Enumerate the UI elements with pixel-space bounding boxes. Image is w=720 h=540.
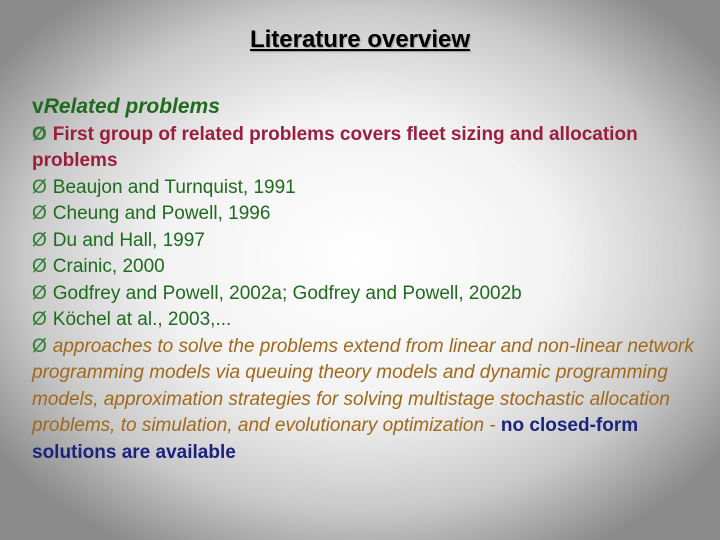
reference-text: Du and Hall, 1997 (52, 229, 205, 251)
section-heading-text: Related problems (43, 95, 220, 118)
arrow-bullet-icon: Ø (32, 309, 47, 330)
reference-item (32, 281, 702, 308)
reference-text: Godfrey and Powell, 2002a; Godfrey and Powell, 2002b (52, 282, 522, 304)
reference-text: Crainic, 2000 (52, 256, 165, 277)
first-bullet-text: First group of related problems covers fleet sizing and allocation problems (32, 123, 638, 171)
arrow-bullet-icon: Ø (32, 256, 47, 277)
page-title: Literature overview (249, 26, 471, 53)
conclusion-text: no closed-form solutions are available (32, 415, 639, 463)
arrow-bullet-icon: Ø (32, 335, 47, 357)
arrow-bullet-icon: Ø (32, 229, 47, 251)
section-heading (32, 94, 702, 121)
reference-text: Cheung and Powell, 1996 (52, 203, 271, 224)
arrow-bullet-icon: Ø (32, 203, 47, 224)
arrow-bullet-icon: Ø (32, 176, 47, 198)
reference-item (32, 254, 702, 281)
reference-item (32, 201, 702, 228)
reference-text: Köchel at al., 2003,... (52, 309, 232, 330)
first-bullet (32, 122, 702, 175)
approaches-bullet (32, 334, 702, 467)
arrow-bullet-icon: Ø (32, 123, 47, 145)
diamond-bullet-icon: v (32, 95, 44, 118)
reference-item (32, 228, 702, 255)
reference-item (32, 307, 702, 334)
arrow-bullet-icon: Ø (32, 282, 47, 304)
reference-text: Beaujon and Turnquist, 1991 (52, 176, 296, 198)
slide-content (32, 94, 702, 466)
reference-item (32, 175, 702, 202)
approaches-text: approaches to solve the problems extend from linear and non-linear network programming models via queuing theory models and dynamic programming models, approximation strategies for solving multistage stochastic allocation problems, to simulation, and evolutionary optimization - (32, 335, 694, 436)
